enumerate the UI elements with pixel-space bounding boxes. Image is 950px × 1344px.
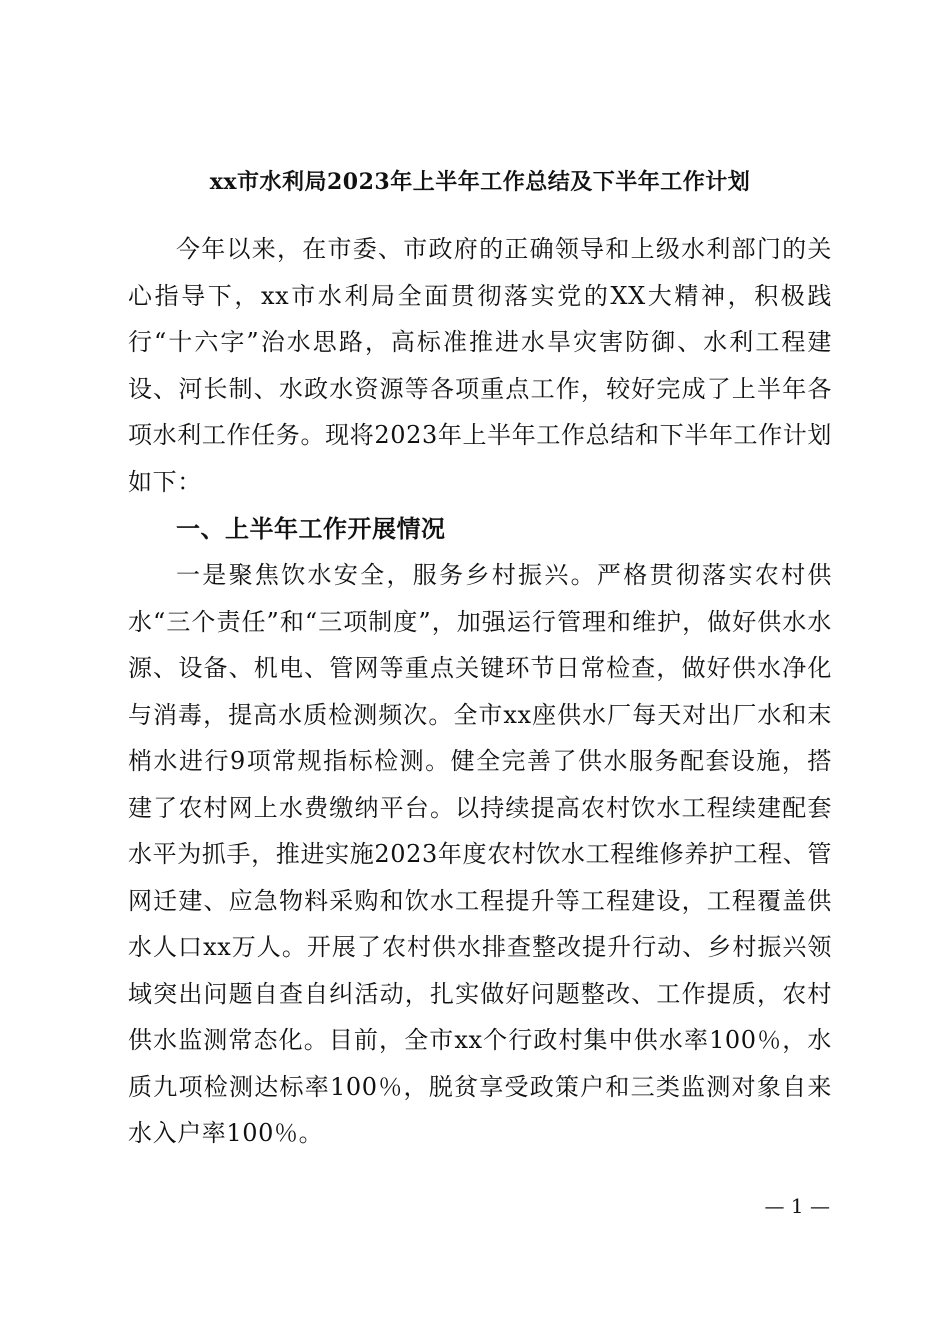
document-title: xx市水利局2023年上半年工作总结及下半年工作计划 bbox=[209, 169, 751, 195]
page-number: — 1 — bbox=[764, 1194, 830, 1218]
intro-paragraph: 今年以来，在市委、市政府的正确领导和上级水利部门的关心指导下，xx市水利局全面贯彻落实党的XX大精神，积极践行“十六字”治水思路，高标准推进水旱灾害防御、水利工程建设、河长制、水政水资源等各项重点工作，较好完成了上半年各项水利工作任务。现将2023年上半年工作总结和下半年工作计划如下： bbox=[128, 235, 832, 496]
section-heading: 一、上半年工作开展情况 bbox=[176, 515, 446, 543]
section-paragraph: 一是聚焦饮水安全，服务乡村振兴。严格贯彻落实农村供水“三个责任”和“三项制度”，加强运行管理和维护，做好供水水源、设备、机电、管网等重点关键环节日常检查，做好供水净化与消毒，提高水质检测频次。全市xx座供水厂每天对出厂水和末梢水进行9项常规指标检测。健全完善了供水服务配套设施，搭建了农村网上水费缴纳平台。以持续提高农村饮水工程续建配套水平为抓手，推进实施2023年度农村饮水工程维修养护工程、管网迁建、应急物料采购和饮水工程提升等工程建设，工程覆盖供水人口xx万人。开展了农村供水排查整改提升行动、乡村振兴领域突出问题自查自纠活动，扎实做好问题整改、工作提质，农村供水监测常态化。目前，全市xx个行政村集中供水率100％，水质九项检测达标率100％，脱贫享受政策户和三类监测对象自来水入户率100％。 bbox=[128, 561, 832, 1147]
